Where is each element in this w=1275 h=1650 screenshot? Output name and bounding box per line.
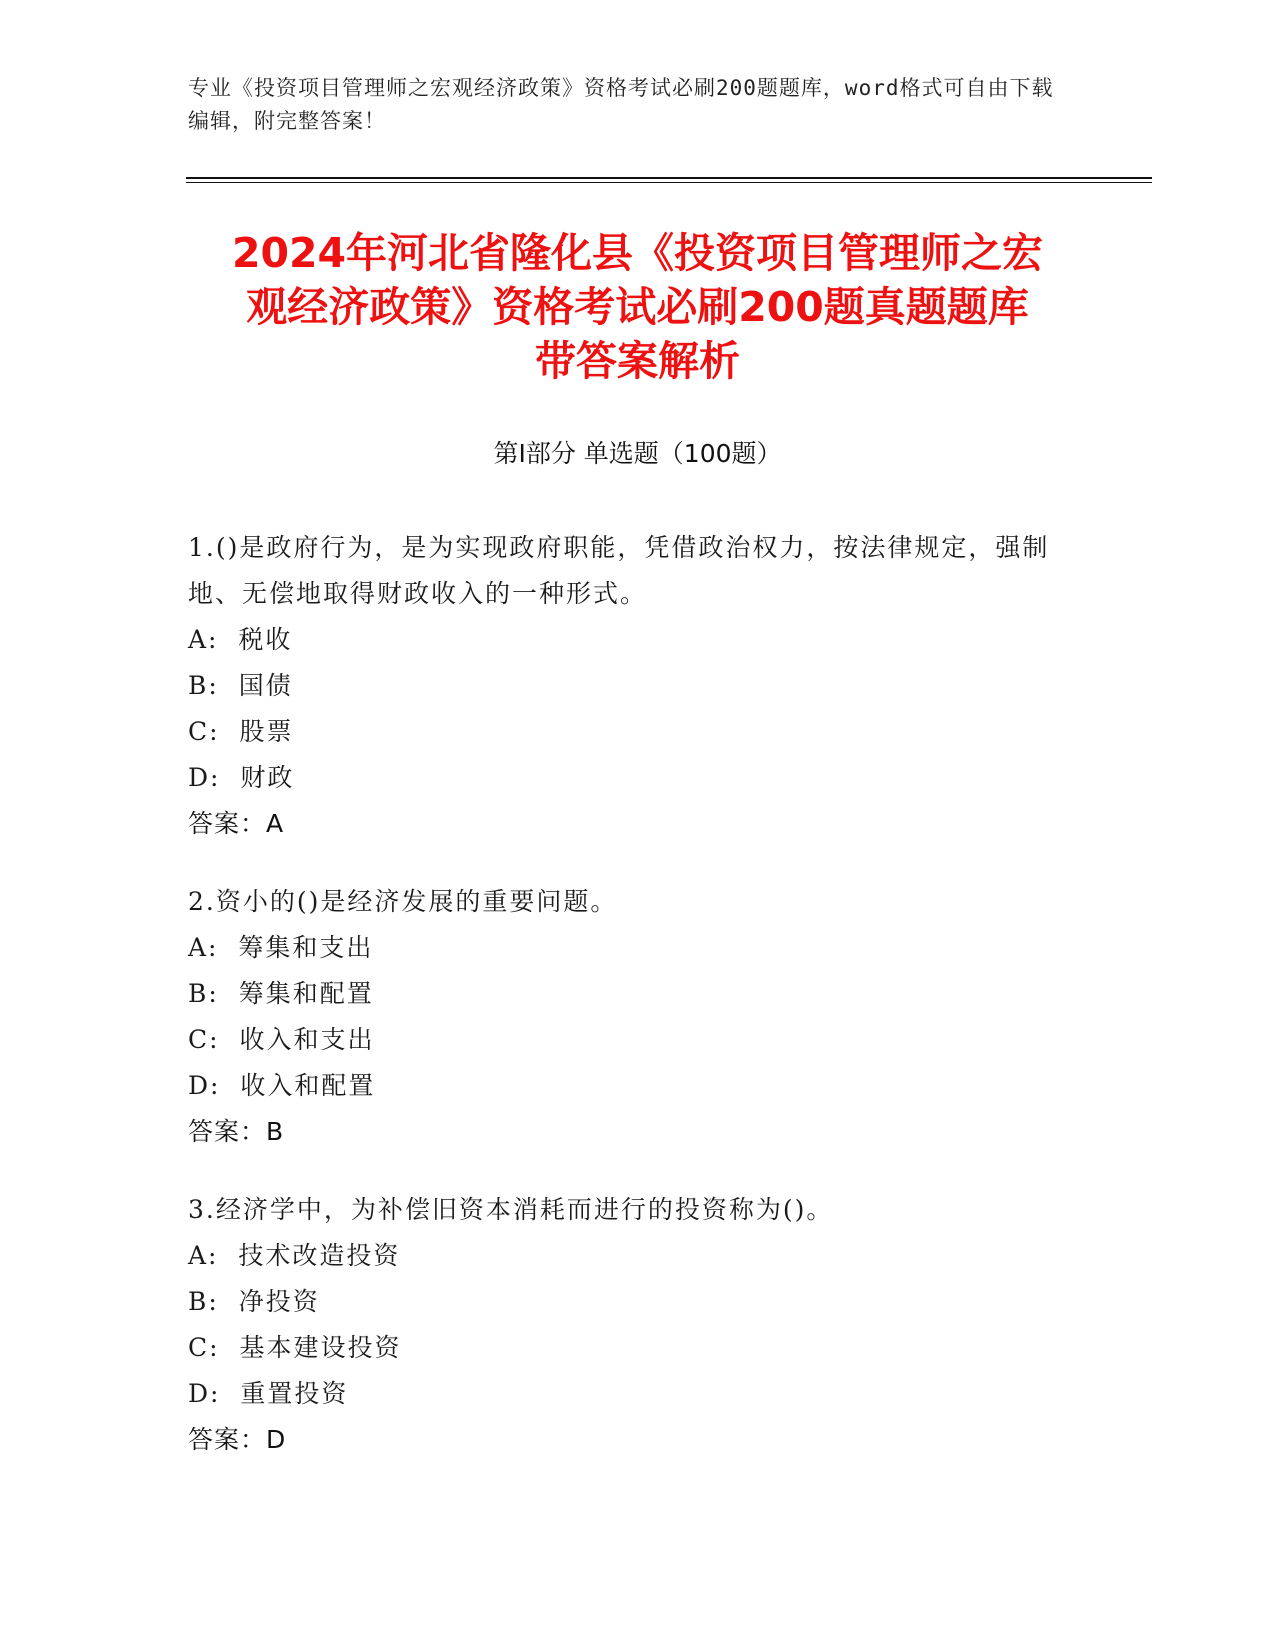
header-rule-thin — [186, 182, 1152, 183]
section-title: 第Ⅰ部分 单选题（100题） — [493, 439, 782, 468]
header-rule-thick — [186, 177, 1152, 179]
question-stem: 1.()是政府行为，是为实现政府职能，凭借政治权力，按法律规定，强制地、无偿地取得财政收入的一种形式。 — [188, 533, 1050, 608]
option-b: B: 国债 — [188, 671, 293, 700]
document-title — [150, 226, 1125, 388]
question-2 — [188, 879, 1068, 1155]
question-3 — [188, 1187, 1068, 1463]
title-line-3: 带答案解析 — [535, 337, 740, 385]
option-c: C: 股票 — [188, 717, 294, 746]
option-a: A: 技术改造投资 — [188, 1241, 401, 1270]
option-d: D: 收入和配置 — [188, 1071, 376, 1100]
question-stem: 3.经济学中，为补偿旧资本消耗而进行的投资称为()。 — [188, 1195, 834, 1224]
title-line-1: 2024年河北省隆化县《投资项目管理师之宏 — [231, 229, 1044, 277]
question-list — [188, 525, 1068, 1495]
option-c: C: 基本建设投资 — [188, 1333, 402, 1362]
question-1 — [188, 525, 1068, 847]
option-d: D: 重置投资 — [188, 1379, 349, 1408]
option-a: A: 税收 — [188, 625, 293, 654]
option-c: C: 收入和支出 — [188, 1025, 375, 1054]
title-line-2: 观经济政策》资格考试必刷200题真题题库 — [246, 283, 1029, 331]
option-d: D: 财政 — [188, 763, 295, 792]
question-stem: 2.资小的()是经济发展的重要问题。 — [188, 887, 618, 916]
answer: 答案：A — [188, 809, 285, 838]
option-b: B: 净投资 — [188, 1287, 320, 1316]
option-a: A: 筹集和支出 — [188, 933, 374, 962]
answer: 答案：B — [188, 1117, 285, 1146]
answer: 答案：D — [188, 1425, 287, 1454]
header-note: 专业《投资项目管理师之宏观经济政策》资格考试必刷200题题库，word格式可自由下载编辑，附完整答案！ — [188, 76, 1054, 133]
option-b: B: 筹集和配置 — [188, 979, 374, 1008]
